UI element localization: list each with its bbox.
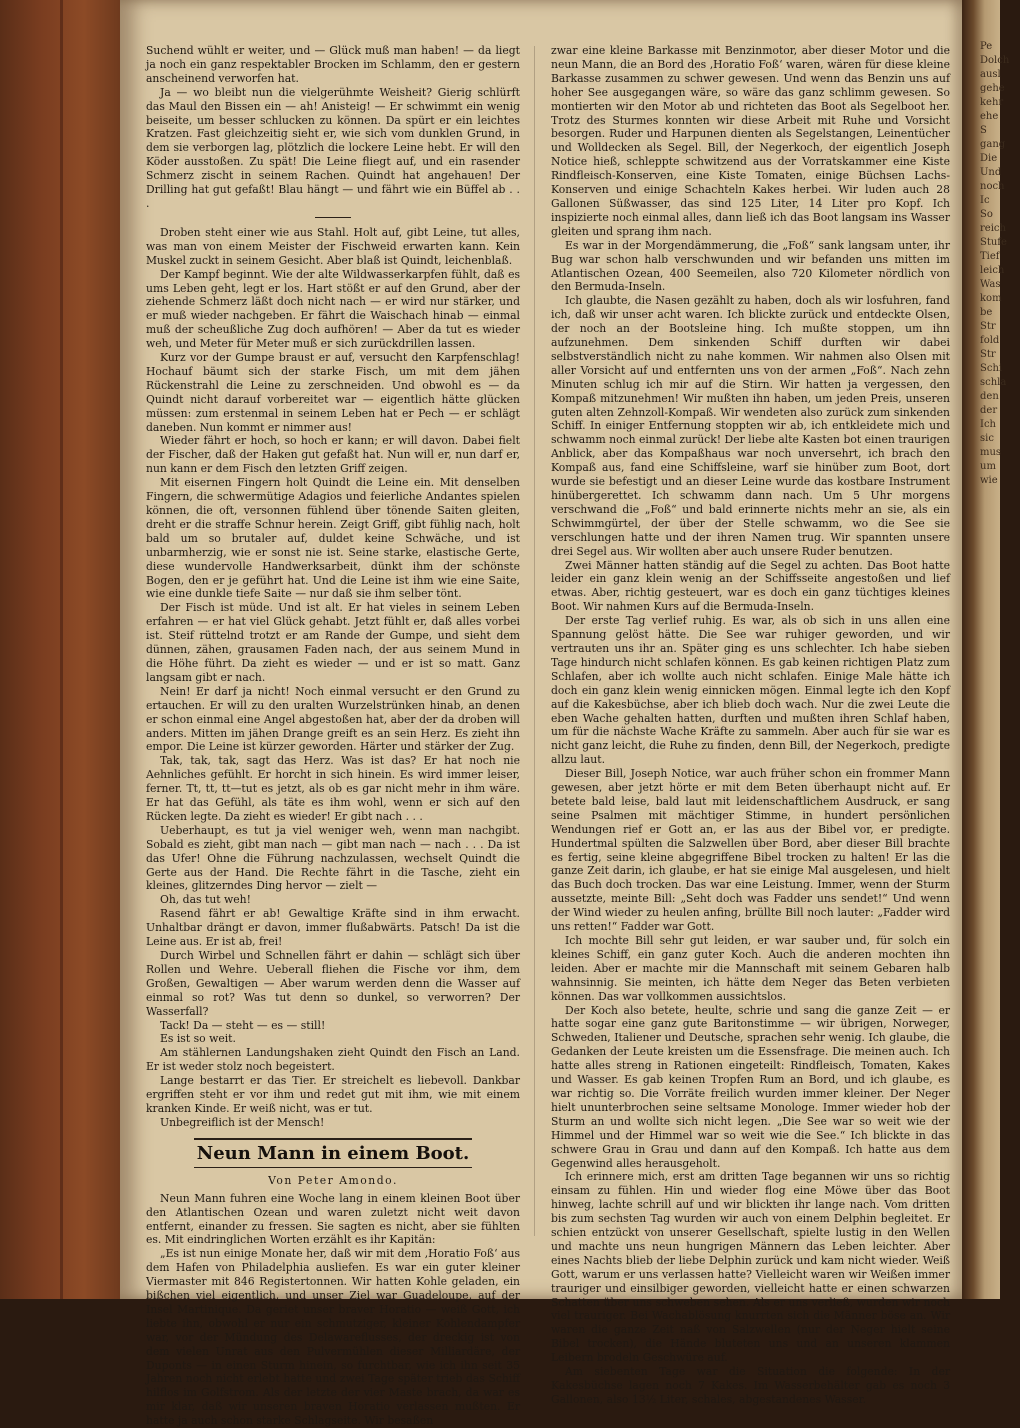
paragraph: Es ist so weit. xyxy=(160,1032,236,1046)
adjacent-fragment: S xyxy=(980,125,987,136)
adjacent-fragment: So xyxy=(980,209,993,220)
adjacent-fragment: gang xyxy=(980,139,1006,150)
paragraph: Wieder fährt er hoch, so hoch er kann; er will davon. Dabei fielt der Fischer, daß der Haken gut gefaßt hat. Nun will er, nun darf er, nun kann er dem Fisch den letzten Griff zeigen. xyxy=(146,434,520,476)
adjacent-fragment: Pe xyxy=(980,41,993,52)
left-book-binding xyxy=(0,0,120,1299)
paragraph: Tak, tak, tak, sagt das Herz. Was ist das? Er hat noch nie Aehnliches gefühlt. Er horcht in sich hinein. Es wird immer leiser, ferner. Tt, tt, tt—tut es jetzt, als ob es gar nicht mehr in ihm wäre. Er hat das Gefühl, als täte es ihm wohl, wenn er sich auf den Rücken legte. Da zieht es wieder! Er gibt nach . . . xyxy=(146,754,520,823)
adjacent-fragment: schla xyxy=(980,377,1007,388)
adjacent-fragment: noch xyxy=(980,181,1005,192)
right-column xyxy=(551,44,950,1406)
paragraph: Dieser Bill, Joseph Notice, war auch früher schon ein frommer Mann gewesen, aber jetzt hörte er mit dem Beten überhaupt nicht auf. Er betete bald leise, bald laut mit leidenschaftlichem Ausdruck, er sang seine Psalmen mit mächtiger Stimme, in hundert persönlichen Wendungen rief er Gott an, er las aus der Bibel vor, er predigte. Hundertmal spülten die Salzwellen über Bord, aber dieser Bill brachte es fertig, seine kleine abgegriffene Bibel trocken zu halten! Er las die ganze Zeit darin, ich glaube, er hat sie einige Mal ausgelesen, und hielt das Buch doch trocken. Das war eine Leistung. Immer, wenn der Sturm aussetzte, meinte Bill: „Seht doch was Fadder uns sendet!“ Und wenn der Wind wieder zu heulen anfing, brüllte Bill noch lauter: „Fadder wird uns retten!“ Fadder war Gott. xyxy=(551,767,950,934)
adjacent-fragment: gehe xyxy=(980,83,1005,94)
column-divider xyxy=(534,46,535,1236)
adjacent-fragment: Stufe xyxy=(980,237,1007,248)
adjacent-fragment: leich xyxy=(980,265,1005,276)
adjacent-fragment: Ic xyxy=(980,195,990,206)
adjacent-fragment: Ich xyxy=(980,419,996,430)
adjacent-fragment: Str xyxy=(980,321,996,332)
adjacent-fragment: mus xyxy=(980,447,1002,458)
paragraph: Suchend wühlt er weiter, und — Glück muß man haben! — da liegt ja noch ein ganz respektabler Brocken im Schlamm, den er gestern anscheinend verworfen hat. xyxy=(146,44,520,85)
story-intro: Neun Mann fuhren eine Woche lang in einem kleinen Boot über den Atlantischen Ozean und waren zuletzt nicht weit davon entfernt, einander zu fressen. Sie sagten es nicht, aber sie fühlten es. Mit eindringlichen Worten erzählt es ihr Kapitän: xyxy=(146,1191,520,1247)
adjacent-fragment: Dolch xyxy=(980,55,1010,66)
binding-seam xyxy=(60,0,63,1299)
adjacent-fragment: ehe xyxy=(980,111,999,122)
adjacent-fragment: den xyxy=(980,391,999,402)
paragraph: Tack! Da — steht — es — still! xyxy=(160,1018,326,1032)
headline-rule-bottom xyxy=(194,1167,472,1168)
adjacent-fragment: Tief xyxy=(980,251,1000,262)
adjacent-fragment: um xyxy=(980,461,996,472)
paragraph: Der Koch also betete, heulte, schrie und sang die ganze Zeit — er hatte sogar eine ganz gute Baritonstimme — wir übrigen, Norweger, Schweden, Italiener und Deutsche, sprachen sehr wenig. Ich glaube, die Gedanken der Leute kreisten um die Essensfrage. Die meinen auch. Ich hatte alles streng in Rationen eingeteilt: Rindfleisch, Tomaten, Kakes und Wasser. Es gab keinen Tropfen Rum an Bord, und ich glaube, es war richtig so. Die Vorräte freilich wurden immer kleiner. Der Neger hielt ununterbrochen seine seltsame Monologe. Immer wieder hob der Sturm an und wollte sich nicht legen. „Die See war so weit wie der Himmel und der Himmel war so weit wie die See.“ Ich blickte in das schwere Grau in Grau und dann auf den Kompaß. Ich hatte aus dem Gegenwind alles herausgeholt. xyxy=(551,1003,950,1170)
paragraph: zwar eine kleine Barkasse mit Benzinmotor, aber dieser Motor und die neun Mann, die an Bord des ‚Horatio Foß‘ waren, wären für diese kleine Barkasse zusammen zu schwer gewesen. Und wenn das Benzin uns auf hoher See ausgegangen wäre, so wäre das ganz schlimm gewesen. So montierten wir den Motor ab und richteten das Boot als Segelboot her. Trotz des Sturmes konnten wir diese Arbeit mit Ruhe und Vorsicht besorgen. Ruder und Harpunen dienten als Segelstangen, Leinentücher und Wolldecken als Segel. Bill, der Negerkoch, der eigentlich Joseph Notice hieß, schleppte schwitzend aus der Vorratskammer eine Kiste Rindfleisch-Konserven, eine Kiste Tomaten, einige Büchsen Lachs-Konserven und einige Schachteln Kakes herbei. Wir luden auch 28 Gallonen Süßwasser, das sind 125 Liter, 14 Liter pro Kopf. Ich inspizierte noch einmal alles, dann ließ ich das Boot langsam ins Wasser gleiten und sprang ihm nach. xyxy=(551,44,950,238)
adjacent-fragment: Und xyxy=(980,167,1002,178)
paragraph: Nein! Er darf ja nicht! Noch einmal versucht er den Grund zu ertauchen. Er will zu den uralten Wurzelstrünken hinab, an denen er schon einmal eine Angel abgestoßen hat, aber der da droben will anders. Mitten im jähen Drange greift es an sein Herz. Es zieht ihn empor. Die Leine ist kürzer geworden. Härter und stärker der Zug. xyxy=(146,684,520,754)
paragraph: Oh, das tut weh! xyxy=(160,893,251,907)
paragraph: Lange bestarrt er das Tier. Er streichelt es liebevoll. Dankbar ergriffen steht er vor ihm und redet gut mit ihm, wie mit einem kranken Kinde. Er weiß nicht, was er tut. xyxy=(146,1074,520,1115)
paragraph: „Es ist nun einige Monate her, daß wir mit dem ‚Horatio Foß‘ aus dem Hafen von Philadelphia ausliefen. Es war ein guter kleiner Viermaster mit 846 Registertonnen. Wir hatten Kohle geladen, ein bißchen viel eigentlich, und unser Ziel war Guadeloupe, auf der Insel Martinique. Da geriet unser braver Horatio — weiß Gott, ich liebte ihn, obwohl er nur ein schmutziger, kleiner Kohlendampfer war, vor der Mündung des Delawareflusses, der dreckig ist von dem vielen Unrat aus den Pulvermühlen dieser Milliardäre, der Duponts — in einen Sturm hinein, so furchtbar, wie ich ihn seit 35 Jahren noch nicht erlebt hatte und zwei Tage später trieb das Schiff hilflos im Golfstrom. Als der letzte der vier Maste brach, da war es mir klar, daß wir unseren braven Horatio verlassen mußten. Er hatte ja auch schon starke Schlagseite. Wir besaßen xyxy=(146,1247,520,1428)
story-headline: Neun Mann in einem Boot. xyxy=(196,1142,470,1164)
paragraph: Kurz vor der Gumpe braust er auf, versucht den Karpfenschlag! Hochauf bäumt sich der starke Fisch, um mit dem jähen Rückenstrahl die Leine zu zerschneiden. Und obwohl es — da Quindt nicht darauf vorbereitet war — eigentlich hätte glücken müssen: zum erstenmal in seinem Leben hat er Pech — er schlägt daneben. Nun kommt er nimmer aus! xyxy=(146,351,520,434)
paragraph: Ich mochte Bill sehr gut leiden, er war sauber und, für solch ein kleines Schiff, ein ganz guter Koch. Auch die anderen mochten ihn leiden. Aber er machte mir die Mannschaft mit seinem Gebaren halb wahnsinnig. Sie meinten, ich hätte dem Neger das Beten verbieten können. Das war vollkommen aussichtslos. xyxy=(551,934,950,1003)
paragraph: Droben steht einer wie aus Stahl. Holt auf, gibt Leine, tut alles, was man von einem Meister der Fischweid erwarten kann. Kein Muskel zuckt in seinem Gesicht. Aber blaß ist Quindt, leichenblaß. xyxy=(146,225,520,267)
adjacent-fragment: fold xyxy=(980,335,1000,346)
paragraph: Rasend fährt er ab! Gewaltige Kräfte sind in ihm erwacht. Unhaltbar drängt er davon, immer flußabwärts. Patsch! Da ist die Leine aus. Er ist ab, frei! xyxy=(146,907,520,949)
paragraph: Der Kampf beginnt. Wie der alte Wildwasserkarpfen fühlt, daß es ums Leben geht, legt er los. Hart stößt er auf den Grund, aber der ziehende Schmerz läßt doch nicht nach — er wird nur stärker, und er muß wieder nachgeben. Er fährt die Waischach hinab — einmal muß der scheußliche Zug doch aufhören! — Aber da tut es wieder weh, und Meter für Meter muß er sich zurückdrillen lassen. xyxy=(146,267,520,351)
headline-rule-top xyxy=(194,1138,472,1140)
adjacent-fragment: der xyxy=(980,405,998,416)
adjacent-page-edge xyxy=(962,0,1010,1299)
adjacent-fragment: Schi xyxy=(980,363,1003,374)
paragraph: Ich erinnere mich, erst am dritten Tage begannen wir uns so richtig einsam zu fühlen. Hin und wieder flog eine Möwe über das Boot hinweg, lachte schrill auf und wir blickten ihr lange nach. Vom dritten bis zum sechsten Tag wurden wir auch von einem Delphin begleitet. Er schien entzückt von unserer Gesellschaft, spielte lustig in den Wellen und machte uns neun hungrigen Männern das Leben leichter. Aber eines Nachts blieb der liebe Delphin zurück und kam nicht wieder. Weiß Gott, warum er uns verlassen hatte? Vielleicht waren wir Weißen immer trauriger und einsilbiger geworden, vielleicht hatte er einen schwarzen Schatten über uns schweben sehen. Als er uns verließ, wurden wir noch viel trauriger. Bei Wachablösung knurrten sich die Männer böse an. Wir waren die ganze Zeit naß von Salzwellen (nur der Neger hielt seine Bibel trocken), die Hände bluteten uns und an unseren klammen Leibern brodeln Geschwüre auf. xyxy=(551,1170,950,1365)
story-fisherman-text xyxy=(146,44,520,1130)
paragraph: Der erste Tag verlief ruhig. Es war, als ob sich in uns allen eine Spannung gelöst hätte. Die See war ruhiger geworden, und wir vertrauten uns ihr an. Später ging es uns schlechter. Ich habe sieben Tage hindurch nicht schlafen können. Es gab keinen richtigen Platz zum Schlafen, aber ich wollte auch nicht schlafen. Einige Male hätte ich doch ein ganz klein wenig einnicken mögen. Einmal legte ich den Kopf auf die Kakesbüchse, aber ich blieb doch wach. Nur die zwei Leute die eben Wache gehalten hatten, durften und mußten ihren Schlaf haben, um für die nächste Wache Kräfte zu sammeln. Aber auch für sie war es nicht ganz leicht, die Ruhe zu finden, denn Bill, der Negerkoch, predigte allzu laut. xyxy=(551,614,950,767)
adjacent-fragment: sic xyxy=(980,433,994,444)
paragraph: Am stählernen Landungshaken zieht Quindt den Fisch an Land. Er ist weder stolz noch begeistert. xyxy=(146,1046,520,1074)
adjacent-fragment: Str xyxy=(980,349,996,360)
paragraph: Ueberhaupt, es tut ja viel weniger weh, wenn man nachgibt. Sobald es zieht, gibt man nach — gibt man nach — nach . . . Da ist das Ufer! Ohne die Führung nachzulassen, wechselt Quindt die Gerte aus der Hand. Die Rechte fährt in die Tasche, zieht ein kleines, glitzerndes Ding hervor — zielt — xyxy=(146,823,520,893)
paragraph: Zwei Männer hatten ständig auf die Segel zu achten. Das Boot hatte leider ein ganz klein wenig an der Schiffsseite angestoßen und lief etwas. Aber, richtig gesteuert, war es doch ein ganz tüchtiges kleines Boot. Wir nahmen Kurs auf die Bermuda-Inseln. xyxy=(551,558,950,614)
paragraph: Durch Wirbel und Schnellen fährt er dahin — schlägt sich über Rollen und Wehre. Ueberall fliehen die Fische vor ihm, dem Großen, Gewaltigen — Aber warum werden denn die Wasser auf einmal so rot? Was tut denn so dunkel, so verworren? Der Wasserfall? xyxy=(146,949,520,1018)
paragraph: Unbegreiflich ist der Mensch! xyxy=(160,1115,325,1129)
paragraph: Der Fisch ist müde. Und ist alt. Er hat vieles in seinem Leben erfahren — er hat viel Glück gehabt. Jetzt fühlt er, daß alles vorbei ist. Steif rüttelnd trotzt er am Rande der Gumpe, und sieht dem dünnen, zähen, grausamen Faden nach, der aus seinem Mund in die Höhe führt. Da zieht es wieder — und er ist so matt. Ganz langsam gibt er nach. xyxy=(146,601,520,684)
adjacent-fragment: Was xyxy=(980,279,1001,290)
paragraph: Mit eisernen Fingern holt Quindt die Leine ein. Mit denselben Fingern, die schwermütige Adagios und feierliche Andantes spielen können, die oft, versonnen fühlend über tönende Saiten gleiten, dreht er die straffe Schnur herein. Zeigt Griff, gibt fühlig nach, holt bald um so brutaler auf, duldet keine Schwäche, und ist unbarmherzig, wie er sonst nie ist. Seine starke, elastische Gerte, diese wundervolle Handwerksarbeit, dünkt ihm der schönste Bogen, den er je geführt hat. Und die Leine ist ihm wie eine Saite, wie eine dunkle tiefe Saite — nur daß sie ihm selber tönt. xyxy=(146,476,520,601)
adjacent-fragment: ausl xyxy=(980,69,1001,80)
left-column xyxy=(146,44,520,1428)
paragraph: Ich glaubte, die Nasen gezählt zu haben, doch als wir losfuhren, fand ich, daß wir unser acht waren. Ich blickte zurück und entdeckte Olsen, der noch an der Bootsleine hing. Ich mußte stoppen, um ihn aufzunehmen. Dem sinkenden Schiff durften wir dabei selbstverständlich nicht zu nahe kommen. Wir nahmen also Olsen mit aller Vorsicht auf und entfernten uns von der armen „Foß“. Nach zehn Minuten schlug ich mir auf die Stirn. Wir hatten ja vergessen, den Kompaß mitzunehmen! Wir mußten ihn haben, um jeden Preis, unseren guten alten Zehnzoll-Kompaß. Wir wendeten also zurück zum sinkenden Schiff. In einiger Entfernung stoppten wir ab, ich entkleidete mich und schwamm noch einmal zurück! Der liebe alte Kasten bot einen traurigen Anblick, aber das Kompaßhaus war noch unversehrt, ich brach den Kompaß aus, fand eine Schiffsleine, warf sie hinüber zum Boot, dort wurde sie befestigt und an dieser Leine wurde das kostbare Instrument hinübergerettet. Ich schwamm dann nach. Um 5 Uhr morgens verschwand die „Foß“ und bald erinnerte nichts mehr an sie, als ein Schwimmgürtel, der über der Stelle schwamm, wo die See sie verschlungen hatte und der ihren Namen trug. Wir spannten unsere drei Segel aus. Wir wollten aber auch unsere Ruder benutzen. xyxy=(551,294,950,558)
adjacent-fragment: be xyxy=(980,307,993,318)
adjacent-page-text xyxy=(980,40,1020,488)
adjacent-fragment: wie xyxy=(980,475,998,486)
paragraph: Es war in der Morgendämmerung, die „Foß“ sank langsam unter, ihr Bug war schon halb verschwunden und wir befanden uns mitten im Atlantischen Ozean, 400 Seemeilen, also 720 Kilometer nördlich von den Bermuda-Inseln. xyxy=(551,238,950,294)
adjacent-fragment: kehr xyxy=(980,97,1004,108)
adjacent-fragment: kom xyxy=(980,293,1002,304)
story-byline: Von Peter Amondo. xyxy=(268,1173,398,1187)
adjacent-fragment: reich xyxy=(980,223,1006,234)
section-separator xyxy=(315,217,351,218)
adjacent-fragment: Die xyxy=(980,153,998,164)
paragraph: Am siebenten Tage war die Situation die folgende: In der Kakesbüchse lagen noch 7 Kakes. Im Wasserbehälter gab es noch 3 Gallonen, also 13½ Liter, schales, abgestandenes Wasser. xyxy=(551,1365,950,1406)
paragraph: Ja — wo bleibt nun die vielgerühmte Weisheit? Gierig schlürft das Maul den Bissen ein — ah! Anisteig! — Er schwimmt ein wenig beiseite, um besser schlucken zu können. Da spürt er ein leichtes Kratzen. Fast gleichzeitig sieht er, wie sich vom dunklen Grund, in dem sie verborgen lag, plötzlich die lockere Leine hebt. Er will den Köder ausstoßen. Zu spät! Die Leine fliegt auf, und ein rasender Schmerz zischt in seinem Rachen. Quindt hat angehauen! Der Drilling hat gut gefaßt! Blau hängt — und fährt wie ein Büffel ab . . . xyxy=(146,85,520,210)
